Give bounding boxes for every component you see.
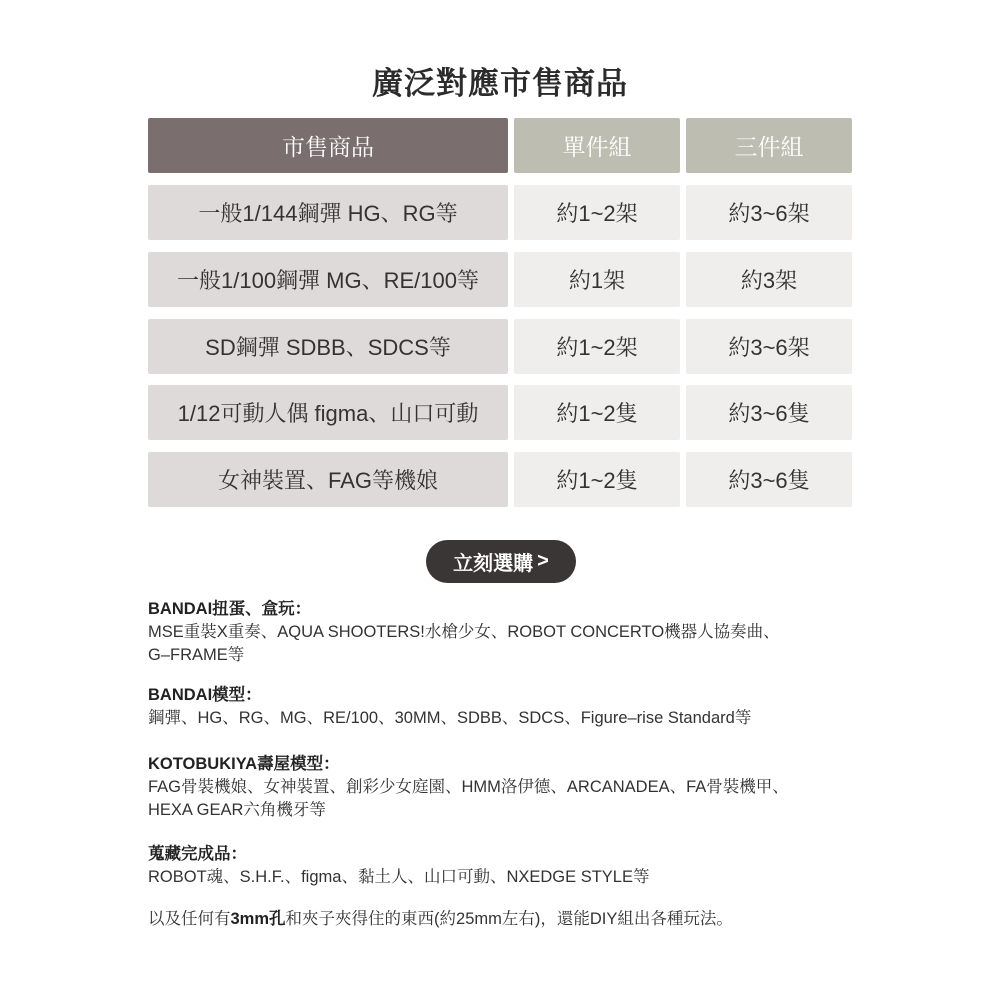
row-product: 女神裝置、FAG等機娘 <box>148 452 508 507</box>
footer-note <box>148 908 868 931</box>
page-title: 廣泛對應市售商品 <box>372 66 628 101</box>
compat-section <box>148 753 868 822</box>
row-single-set: 約1~2隻 <box>514 385 680 440</box>
footer-bold: 3mm孔 <box>230 910 286 928</box>
row-single-set: 約1~2隻 <box>514 452 680 507</box>
section-heading: BANDAI扭蛋、盒玩： <box>148 600 312 618</box>
section-heading: BANDAI模型： <box>148 686 262 704</box>
row-three-set: 約3~6架 <box>686 185 852 240</box>
compat-section <box>148 684 868 730</box>
row-three-set: 約3~6架 <box>686 319 852 374</box>
header-three-set: 三件組 <box>686 118 852 173</box>
compat-section <box>148 598 868 667</box>
row-product: SD鋼彈 SDBB、SDCS等 <box>148 319 508 374</box>
row-single-set: 約1~2架 <box>514 319 680 374</box>
row-product: 一般1/144鋼彈 HG、RG等 <box>148 185 508 240</box>
header-single-set: 單件組 <box>514 118 680 173</box>
row-three-set: 約3~6隻 <box>686 385 852 440</box>
section-line: 鋼彈、HG、RG、MG、RE/100、30MM、SDBB、SDCS、Figure–rise Standard等 <box>148 709 752 727</box>
footer-post: 和夾子夾得住的東西(約25mm左右)，還能DIY組出各種玩法。 <box>285 910 733 928</box>
row-three-set: 約3架 <box>686 252 852 307</box>
section-line: G–FRAME等 <box>148 646 245 664</box>
footer-pre: 以及任何有 <box>148 910 231 928</box>
shop-now-label: 立刻選購 <box>453 553 534 575</box>
shop-now-button[interactable] <box>426 540 576 583</box>
section-heading: 蒐藏完成品： <box>148 845 247 863</box>
section-line: HEXA GEAR六角機牙等 <box>148 801 326 819</box>
row-three-set: 約3~6隻 <box>686 452 852 507</box>
row-single-set: 約1架 <box>514 252 680 307</box>
header-product: 市售商品 <box>148 118 508 173</box>
row-single-set: 約1~2架 <box>514 185 680 240</box>
section-line: MSE重裝X重奏、AQUA SHOOTERS!水槍少女、ROBOT CONCERTO機器人協奏曲、 <box>148 623 780 641</box>
row-product: 1/12可動人偶 figma、山口可動 <box>148 385 508 440</box>
section-line: FAG骨裝機娘、女神裝置、創彩少女庭園、HMM洛伊德、ARCANADEA、FA骨裝機甲、 <box>148 778 789 796</box>
compat-section <box>148 843 868 889</box>
section-heading: KOTOBUKIYA壽屋模型： <box>148 755 340 773</box>
chevron-right-icon: > <box>537 550 549 572</box>
section-line: ROBOT魂、S.H.F.、figma、黏土人、山口可動、NXEDGE STYLE等 <box>148 868 650 886</box>
row-product: 一般1/100鋼彈 MG、RE/100等 <box>148 252 508 307</box>
